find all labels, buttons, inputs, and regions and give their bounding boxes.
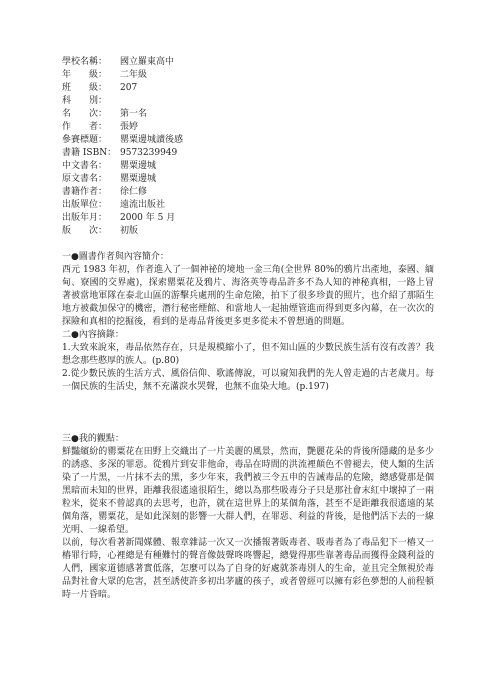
meta-label: 出版年月： bbox=[62, 213, 108, 223]
meta-row-isbn bbox=[62, 147, 434, 160]
excerpt-item: 2.從少數民族的生活方式、風俗信仰、歌謠傳說，可以窺知我們的先人曾走過的古老歲月。每一個民族的生活史，無不充滿淚水哭聲，也無不血染大地。(p.197) bbox=[62, 369, 434, 392]
meta-label: 名 次： bbox=[62, 109, 108, 119]
meta-value: 罌粟邊城讀後感 bbox=[120, 135, 184, 145]
section-heading: 三●我的觀點： bbox=[62, 434, 124, 444]
meta-value: 9573239949 bbox=[120, 148, 178, 158]
meta-row-publisher bbox=[62, 199, 434, 212]
opinion-paragraph: 以前，每次看著新聞媒體、報章雜誌一次又一次播報著販毒者、吸毒者為了毒品犯下一樁又一樁罪行時，心裡總是有種難忖的聲音像鼓聲咚咚響起，總覺得那些靠著毒品而獲得金錢利益的人們，國家道德感著實低落，怎麼可以為了自身的好處就茶毒別人的生命，並且完全無視於毒品對社會大眾的危害，甚至誘使許多初出茅廬的孩子，或者曾經可以擁有彩色夢想的人前程頓時一片昏暗。 bbox=[62, 538, 434, 600]
summary-paragraph: 西元 1983 年初，作者進入了一個神祕的境地一金三角(全世界 80%的鴉片出產地，泰國、緬甸、寮國的交界處)，探索罌粟花及鴉片、海洛英等毒品許多不為人知的神秘真相，一路上冒著被當地軍隊在泰北山區的游擊兵處刑的生命危險，拍下了很多珍貴的照片，也介紹了那陌生地方被截加保守的機密，潛行秘密煙館、和當地人一起抽煙管進而得到更多內幕，在一次次的探險和真相的挖掘後，看到的是毒品背後更多更多從未不曾想過的問題。 bbox=[62, 265, 434, 327]
meta-label: 班 級： bbox=[62, 83, 108, 93]
meta-value: 2000 年 5 月 bbox=[120, 213, 176, 223]
meta-value: 國立羅東高中 bbox=[120, 57, 175, 67]
meta-value: 罌粟邊城 bbox=[120, 161, 157, 171]
document-page bbox=[62, 56, 434, 602]
meta-row-author bbox=[62, 121, 434, 134]
meta-label: 出版單位： bbox=[62, 200, 108, 210]
meta-row-class bbox=[62, 82, 434, 95]
meta-label: 中文書名： bbox=[62, 161, 108, 171]
section-opinion bbox=[62, 433, 434, 602]
meta-label: 原文書名： bbox=[62, 174, 108, 184]
section-excerpts bbox=[62, 329, 434, 394]
meta-row-grade bbox=[62, 69, 434, 82]
section-summary bbox=[62, 251, 434, 329]
meta-label: 書籍 ISBN： bbox=[62, 148, 117, 158]
meta-row-book-author bbox=[62, 186, 434, 199]
meta-row-publish-date bbox=[62, 212, 434, 225]
meta-label: 學校名稱： bbox=[62, 57, 108, 67]
meta-row-original-title bbox=[62, 173, 434, 186]
meta-value: 第一名 bbox=[120, 109, 148, 119]
spacer bbox=[62, 394, 434, 433]
meta-value: 張婷 bbox=[120, 122, 139, 132]
meta-row-school bbox=[62, 56, 434, 69]
meta-row-edition bbox=[62, 225, 434, 238]
meta-label: 參賽標題： bbox=[62, 135, 108, 145]
meta-value: 徐仁修 bbox=[120, 187, 148, 197]
meta-value: 207 bbox=[120, 83, 138, 93]
meta-block bbox=[62, 56, 434, 238]
meta-row-title bbox=[62, 134, 434, 147]
meta-label: 科 別： bbox=[62, 96, 108, 106]
meta-value: 二年級 bbox=[120, 70, 148, 80]
meta-label: 版 次： bbox=[62, 226, 108, 236]
meta-label: 年 級： bbox=[62, 70, 108, 80]
section-heading: 二●內容摘錄： bbox=[62, 330, 124, 340]
meta-value: 遠流出版社 bbox=[120, 200, 166, 210]
meta-value: 罌粟邊城 bbox=[120, 174, 157, 184]
meta-row-department bbox=[62, 95, 434, 108]
meta-row-rank bbox=[62, 108, 434, 121]
opinion-paragraph: 鮮豔繽紛的罌粟花在田野上交織出了一片美麗的風景，然而，艷麗花朵的背後所隱藏的是多少的誘惑、多深的罪惡。從鴉片到安非他命，毒品在時間的洪流裡顛色不曾褪去，使人類的生活染了一片黑，一片抹不去的黑，多少年來，我們被三令五申的告誡毒品的危險，總感覺那是個黑暗而未知的世界，距離我很遙遠很陌生，總以為那些吸毒分子只是那社會末紅中壞掉了一兩粒米，從來不曾認真的去思考，也許，就在這世界上的某個角落，甚至不是距離我很遙遠的某個角落，罌粟花，是如此深刻的影響一大群人們，在罪惡、利益的背後，是他們活下去的一線光明、一線希望。 bbox=[62, 447, 434, 535]
meta-value: 初版 bbox=[120, 226, 139, 236]
spacer bbox=[62, 238, 434, 251]
section-heading: 一●圖書作者與內容簡介： bbox=[62, 252, 169, 262]
meta-label: 書籍作者： bbox=[62, 187, 108, 197]
excerpt-item: 1.大致來說來，毒品依然存在，只是規模縮小了，但不知山區的少數民族生活有沒有改善？我想念那些憨厚的族人。(p.80) bbox=[62, 343, 434, 366]
meta-label: 作 者： bbox=[62, 122, 108, 132]
meta-row-chinese-title bbox=[62, 160, 434, 173]
